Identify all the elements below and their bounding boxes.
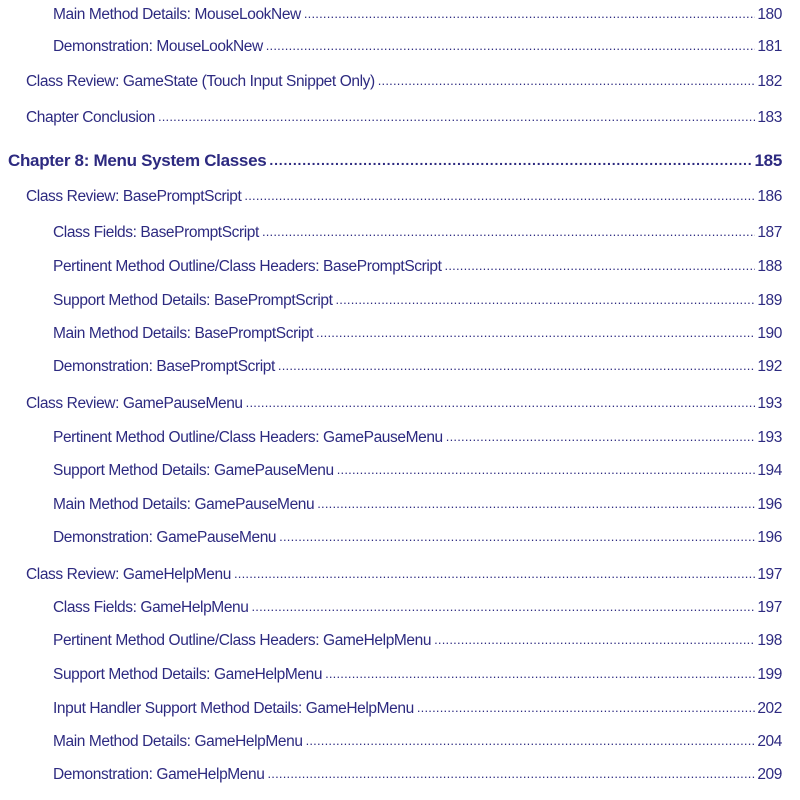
toc-entry-page-number: 183 bbox=[757, 109, 782, 126]
toc-entry[interactable] bbox=[53, 358, 782, 376]
dot-leader bbox=[266, 40, 756, 52]
toc-entry-title: Demonstration: MouseLookNew bbox=[53, 38, 263, 55]
toc-entry-title: Pertinent Method Outline/Class Headers: BasePromptScript bbox=[53, 258, 442, 275]
dot-leader bbox=[325, 668, 755, 680]
toc-entry-page-number: 196 bbox=[757, 496, 782, 513]
toc-entry-title: Class Review: GameState (Touch Input Snippet Only) bbox=[26, 73, 375, 90]
toc-entry-title: Main Method Details: MouseLookNew bbox=[53, 6, 301, 23]
dot-leader bbox=[234, 568, 755, 580]
dot-leader bbox=[336, 294, 756, 306]
toc-entry-title: Main Method Details: GameHelpMenu bbox=[53, 733, 303, 750]
toc-entry-title: Pertinent Method Outline/Class Headers: GameHelpMenu bbox=[53, 632, 432, 649]
dot-leader bbox=[158, 111, 755, 123]
toc-entry-title: Demonstration: GameHelpMenu bbox=[53, 766, 265, 783]
toc-entry-title: Class Review: GamePauseMenu bbox=[26, 395, 243, 412]
toc-entry-page-number: 181 bbox=[757, 38, 782, 55]
dot-leader bbox=[434, 634, 755, 646]
toc-entry[interactable] bbox=[53, 224, 782, 242]
toc-entry[interactable] bbox=[53, 632, 782, 650]
toc-entry[interactable] bbox=[26, 73, 782, 91]
toc-entry-page-number: 187 bbox=[757, 224, 782, 241]
toc-entry-title: Pertinent Method Outline/Class Headers: GamePauseMenu bbox=[53, 429, 443, 446]
toc-entry-page-number: 186 bbox=[757, 188, 782, 205]
toc-chapter-entry[interactable] bbox=[8, 151, 782, 171]
toc-entry-page-number: 180 bbox=[757, 6, 782, 23]
toc-entry[interactable] bbox=[26, 109, 782, 127]
toc-entry-title: Input Handler Support Method Details: GameHelpMenu bbox=[53, 700, 414, 717]
toc-entry-title: Support Method Details: BasePromptScript bbox=[53, 292, 333, 309]
toc-entry-page-number: 188 bbox=[757, 258, 782, 275]
toc-entry-title: Class Review: BasePromptScript bbox=[26, 188, 242, 205]
toc-entry[interactable] bbox=[53, 38, 782, 56]
dot-leader bbox=[378, 75, 756, 87]
toc-entry[interactable] bbox=[53, 292, 782, 310]
toc-entry[interactable] bbox=[53, 496, 782, 514]
toc-entry-title: Demonstration: GamePauseMenu bbox=[53, 529, 277, 546]
toc-entry-page-number: 197 bbox=[757, 599, 782, 616]
dot-leader bbox=[251, 601, 755, 613]
toc-entry[interactable] bbox=[53, 6, 782, 24]
toc-entry[interactable] bbox=[53, 529, 782, 547]
dot-leader bbox=[337, 464, 756, 476]
toc-entry[interactable] bbox=[53, 325, 782, 343]
toc-entry[interactable] bbox=[26, 566, 782, 584]
toc-entry-title: Demonstration: BasePromptScript bbox=[53, 358, 275, 375]
toc-entry-page-number: 204 bbox=[757, 733, 782, 750]
dot-leader bbox=[316, 327, 755, 339]
toc-entry-page-number: 193 bbox=[757, 429, 782, 446]
toc-entry-page-number: 192 bbox=[757, 358, 782, 375]
toc-entry-title: Main Method Details: BasePromptScript bbox=[53, 325, 314, 342]
toc-entry[interactable] bbox=[26, 188, 782, 206]
toc-entry-page-number: 199 bbox=[757, 666, 782, 683]
toc-entry-title: Class Fields: GameHelpMenu bbox=[53, 599, 249, 616]
dot-leader bbox=[317, 498, 755, 510]
dot-leader bbox=[246, 397, 756, 409]
toc-entry-title: Class Fields: BasePromptScript bbox=[53, 224, 259, 241]
dot-leader bbox=[446, 431, 756, 443]
toc-entry[interactable] bbox=[53, 462, 782, 480]
toc-entry-title: Chapter Conclusion bbox=[26, 109, 155, 126]
toc-entry-page-number: 185 bbox=[754, 151, 782, 170]
dot-leader bbox=[306, 735, 756, 747]
toc-entry[interactable] bbox=[53, 666, 782, 684]
toc-entry-title: Chapter 8: Menu System Classes bbox=[8, 151, 267, 170]
toc-entry-title: Support Method Details: GamePauseMenu bbox=[53, 462, 334, 479]
dot-leader bbox=[279, 531, 755, 543]
dot-leader bbox=[267, 768, 755, 780]
toc-entry-page-number: 202 bbox=[757, 700, 782, 717]
toc-entry-title: Class Review: GameHelpMenu bbox=[26, 566, 231, 583]
dot-leader bbox=[304, 8, 755, 20]
toc-entry-page-number: 193 bbox=[757, 395, 782, 412]
toc-entry[interactable] bbox=[26, 395, 782, 413]
toc-entry-page-number: 196 bbox=[757, 529, 782, 546]
toc-entry-title: Support Method Details: GameHelpMenu bbox=[53, 666, 323, 683]
toc-entry-page-number: 198 bbox=[757, 632, 782, 649]
toc-entry[interactable] bbox=[53, 429, 782, 447]
toc-entry[interactable] bbox=[53, 599, 782, 617]
dot-leader bbox=[269, 154, 752, 166]
dot-leader bbox=[278, 360, 755, 372]
toc-entry-page-number: 182 bbox=[757, 73, 782, 90]
toc-entry-page-number: 197 bbox=[757, 566, 782, 583]
dot-leader bbox=[262, 226, 755, 238]
toc-entry[interactable] bbox=[53, 700, 782, 718]
toc-entry[interactable] bbox=[53, 766, 782, 784]
dot-leader bbox=[244, 190, 755, 202]
toc-entry-page-number: 209 bbox=[757, 766, 782, 783]
toc-entry[interactable] bbox=[53, 733, 782, 751]
toc-entry-title: Main Method Details: GamePauseMenu bbox=[53, 496, 315, 513]
toc-entry-page-number: 194 bbox=[757, 462, 782, 479]
toc-entry-page-number: 190 bbox=[757, 325, 782, 342]
toc-entry[interactable] bbox=[53, 258, 782, 276]
toc-entry-page-number: 189 bbox=[757, 292, 782, 309]
dot-leader bbox=[417, 702, 756, 714]
dot-leader bbox=[445, 260, 756, 272]
